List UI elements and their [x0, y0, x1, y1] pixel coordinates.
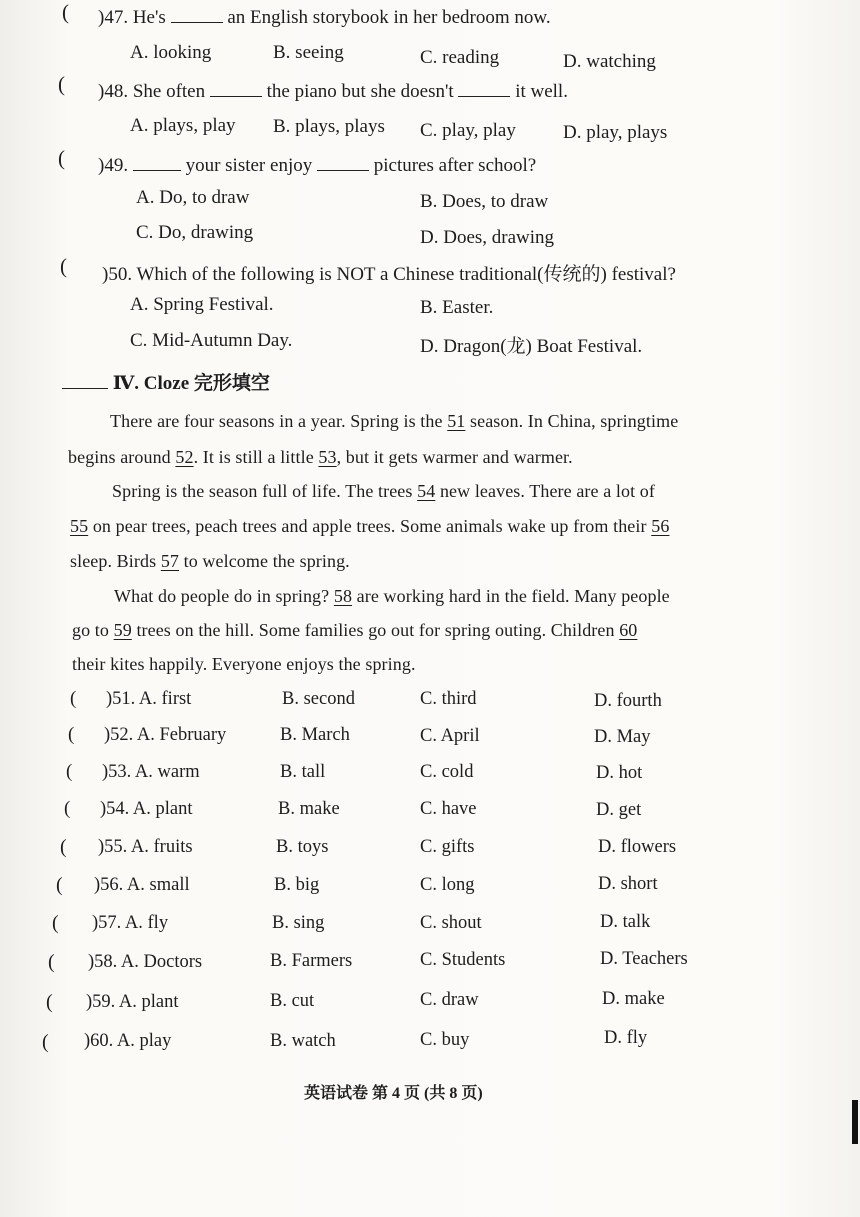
option-b: B. watch [270, 1031, 336, 1051]
option-c: C. have [420, 799, 477, 819]
section-heading [62, 368, 270, 395]
score-blank [62, 370, 108, 389]
question-number: )57. [92, 913, 122, 933]
question-text: She often [132, 81, 206, 102]
passage-text: Spring is the season full of life. The trees [112, 481, 413, 501]
option-49-c: C. Do, drawing [136, 222, 254, 243]
option-b: B. big [274, 875, 320, 895]
question-text: Which of the following is NOT a Chinese traditional(传统的) festival? [136, 264, 676, 285]
option-47-d: D. watching [563, 51, 656, 72]
passage-line-2 [68, 447, 573, 468]
option-c: C. Students [420, 950, 506, 970]
option-47-b: B. seeing [273, 42, 344, 63]
option-a: A. fly [124, 913, 169, 933]
question-number: )56. [94, 875, 124, 895]
cloze-blank-54: 54 [417, 481, 436, 501]
option-50-a: A. Spring Festival. [130, 294, 274, 315]
option-a: A. play [116, 1031, 172, 1051]
passage-line-1 [110, 411, 678, 432]
answer-blank [458, 78, 510, 97]
option-c: C. draw [420, 990, 479, 1010]
passage-text: on pear trees, peach trees and apple trees. Some animals wake up from their [92, 516, 647, 536]
cloze-blank-59: 59 [113, 620, 132, 640]
passage-line-7 [72, 620, 637, 641]
cloze-item [92, 913, 168, 934]
passage-line-3 [112, 481, 655, 502]
question-number: )52. [104, 725, 134, 745]
option-47-a: A. looking [130, 42, 212, 63]
question-number: )54. [100, 799, 130, 819]
question-number: )58. [88, 952, 118, 972]
passage-text: There are four seasons in a year. Spring is the [110, 411, 443, 431]
option-b: B. make [278, 799, 340, 819]
answer-blank [133, 152, 181, 171]
option-49-b: B. Does, to draw [420, 191, 549, 212]
question-text: an English storybook in her bedroom now. [227, 7, 551, 28]
passage-text: are working hard in the field. Many people [356, 586, 670, 606]
cloze-blank-60: 60 [619, 620, 638, 640]
option-c: C. cold [420, 762, 474, 782]
answer-paren: ( [70, 688, 77, 709]
option-d: D. short [598, 874, 658, 894]
option-d: D. hot [596, 763, 643, 783]
question-number: )53. [102, 762, 132, 782]
option-b: B. toys [276, 837, 329, 857]
question-text: He's [132, 7, 166, 28]
question-number: )47. [98, 7, 129, 28]
passage-text: their kites happily. Everyone enjoys the spring. [72, 654, 416, 674]
question-number: )48. [98, 81, 129, 102]
passage-text: to welcome the spring. [183, 551, 350, 571]
passage-text: What do people do in spring? [114, 586, 330, 606]
answer-paren: ( [68, 724, 75, 745]
option-c: C. shout [420, 913, 482, 933]
answer-paren: ( [42, 1031, 49, 1053]
answer-paren: ( [66, 761, 73, 782]
question-number: )59. [86, 992, 116, 1012]
cloze-blank-52: 52 [175, 447, 194, 467]
option-d: D. fly [604, 1028, 648, 1048]
option-a: A. fruits [130, 837, 193, 857]
option-48-b: B. plays, plays [273, 116, 385, 137]
question-49 [98, 152, 536, 177]
scan-edge-mark [852, 1100, 858, 1144]
cloze-item [104, 725, 226, 746]
option-d: D. flowers [598, 837, 677, 857]
question-number: )55. [98, 837, 128, 857]
option-49-d: D. Does, drawing [420, 227, 555, 248]
option-d: D. Teachers [600, 949, 688, 969]
option-c: C. third [420, 689, 477, 709]
option-a: A. warm [134, 762, 200, 782]
answer-paren-48: ( [58, 72, 65, 96]
question-47 [98, 4, 551, 29]
question-text: your sister enjoy [185, 155, 313, 176]
option-d: D. get [596, 800, 642, 820]
passage-text: begins around [68, 447, 171, 467]
option-c: C. buy [420, 1030, 470, 1050]
cloze-blank-57: 57 [160, 551, 180, 571]
passage-text: go to [72, 620, 110, 640]
cloze-item [86, 992, 179, 1013]
answer-paren-50: ( [60, 254, 67, 278]
cloze-blank-56: 56 [651, 516, 670, 536]
question-number: )49. [98, 155, 129, 176]
option-49-a: A. Do, to draw [136, 187, 250, 208]
option-c: C. April [420, 726, 480, 746]
cloze-item [94, 875, 190, 896]
cloze-blank-51: 51 [447, 411, 466, 431]
cloze-blank-55: 55 [70, 516, 89, 536]
option-b: B. cut [270, 991, 315, 1011]
option-50-d: D. Dragon(龙) Boat Festival. [420, 336, 643, 357]
option-48-a: A. plays, play [130, 115, 236, 136]
cloze-blank-58: 58 [333, 586, 353, 606]
question-text: the piano but she doesn't [266, 81, 454, 102]
answer-paren: ( [64, 798, 71, 819]
passage-line-6 [114, 586, 670, 607]
option-a: A. plant [132, 799, 193, 819]
question-number: )50. [102, 264, 133, 285]
option-b: B. sing [272, 913, 325, 933]
question-number: )51. [106, 689, 136, 709]
passage-text: season. In China, springtime [470, 411, 679, 431]
answer-paren: ( [52, 912, 59, 934]
answer-paren: ( [56, 874, 63, 896]
cloze-item [102, 762, 200, 783]
passage-line-5 [70, 551, 350, 572]
cloze-item [84, 1031, 171, 1052]
cloze-item [100, 799, 193, 820]
page-footer: 英语试卷 第 4 页 (共 8 页) [304, 1085, 483, 1102]
passage-text: new leaves. There are a lot of [439, 481, 655, 501]
option-50-b: B. Easter. [420, 297, 494, 318]
option-48-d: D. play, plays [563, 122, 668, 143]
option-48-c: C. play, play [420, 120, 516, 141]
question-text: pictures after school? [373, 155, 537, 176]
option-b: B. March [280, 725, 350, 745]
option-b: B. second [282, 689, 355, 709]
option-a: A. small [126, 875, 190, 895]
option-a: A. plant [118, 992, 179, 1012]
answer-paren: ( [46, 991, 53, 1013]
answer-blank [171, 4, 223, 23]
answer-paren-47: ( [62, 0, 69, 24]
answer-blank [210, 78, 262, 97]
passage-text: trees on the hill. Some families go out for spring outing. Children [136, 620, 615, 640]
answer-blank [317, 152, 369, 171]
passage-text: , but it gets warmer and warmer. [336, 447, 573, 467]
passage-text: sleep. Birds [70, 551, 157, 571]
option-a: A. first [138, 689, 192, 709]
option-50-c: C. Mid-Autumn Day. [130, 330, 293, 351]
answer-paren: ( [48, 951, 55, 973]
answer-paren-49: ( [58, 146, 65, 170]
option-a: A. Doctors [120, 952, 203, 972]
option-c: C. gifts [420, 837, 475, 857]
passage-line-4 [70, 516, 669, 537]
passage-line-8 [72, 654, 416, 675]
option-a: A. February [136, 725, 227, 745]
option-c: C. long [420, 875, 475, 895]
cloze-item [98, 837, 193, 858]
option-d: D. May [594, 727, 651, 747]
question-number: )60. [84, 1031, 114, 1051]
question-48 [98, 78, 568, 103]
cloze-item [106, 689, 191, 710]
option-d: D. make [602, 989, 665, 1009]
question-50 [102, 259, 676, 286]
option-b: B. Farmers [270, 951, 353, 971]
option-d: D. fourth [594, 691, 662, 711]
section-title: Ⅳ. Cloze 完形填空 [112, 373, 270, 394]
cloze-item [88, 952, 202, 973]
option-d: D. talk [600, 912, 651, 932]
question-text: it well. [515, 81, 568, 102]
answer-paren: ( [60, 836, 67, 858]
option-47-c: C. reading [420, 47, 500, 68]
option-b: B. tall [280, 762, 326, 782]
cloze-blank-53: 53 [318, 447, 337, 467]
passage-text: . It is still a little [193, 447, 314, 467]
